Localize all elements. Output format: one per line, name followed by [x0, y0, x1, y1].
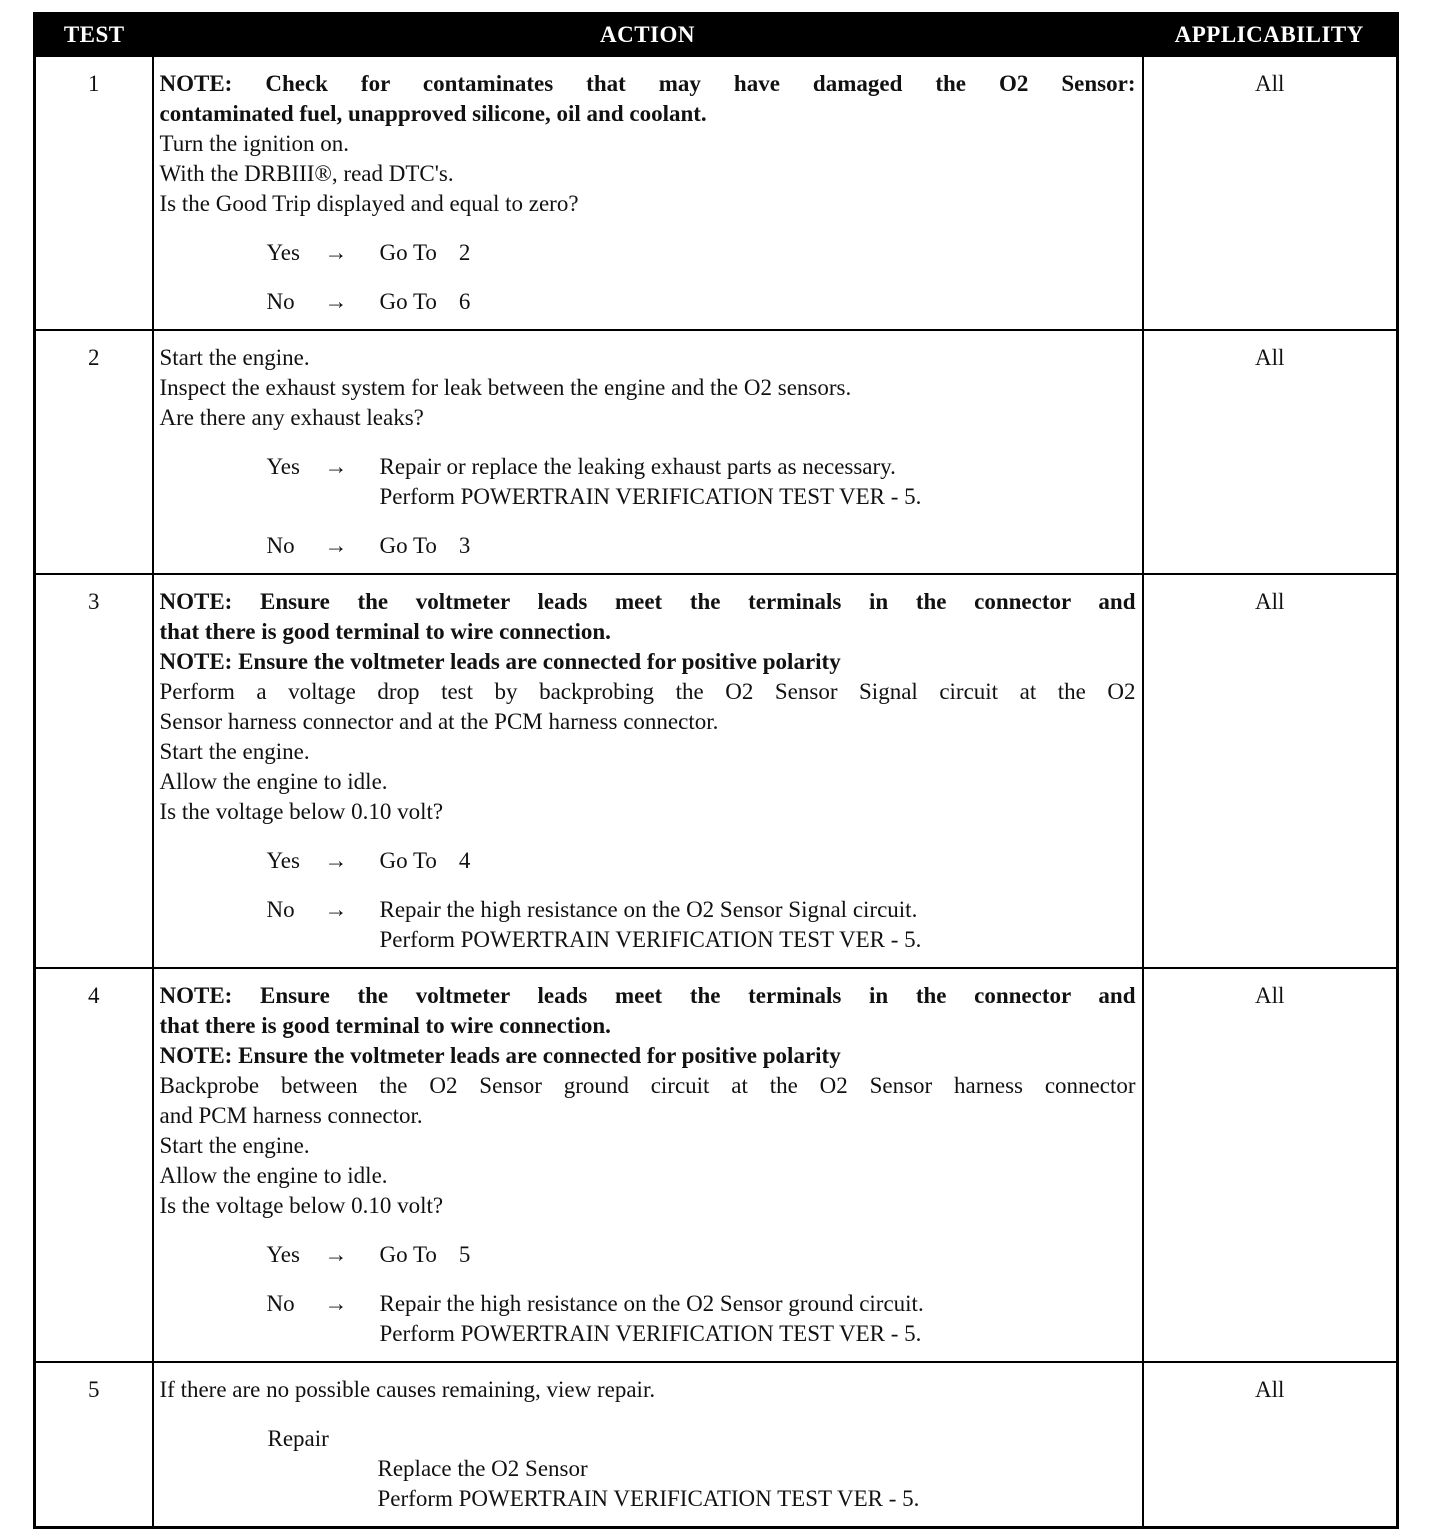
result-text: Perform POWERTRAIN VERIFICATION TEST VER - 5.: [379, 1321, 922, 1346]
goto-test-link[interactable]: 3: [458, 533, 471, 558]
header-action: ACTION: [153, 14, 1143, 57]
no-branch: [160, 895, 1136, 955]
table-row-test-4: [35, 968, 1398, 1362]
step-text: Inspect the exhaust system for leak between the engine and the O2 sensors.: [159, 375, 852, 400]
note-text: NOTE: Ensure the voltmeter leads meet the terminals in the connector and: [159, 983, 1136, 1008]
note-text: that there is good terminal to wire connection.: [159, 619, 611, 644]
no-branch: [160, 1289, 1136, 1349]
goto-test-link[interactable]: 5: [458, 1242, 471, 1267]
step-text: Turn the ignition on.: [159, 131, 350, 156]
note-text: NOTE: Ensure the voltmeter leads are connected for positive polarity: [159, 1043, 841, 1068]
table-header: [35, 14, 1398, 57]
header-test: TEST: [35, 14, 153, 57]
test-number: 4: [35, 968, 153, 1362]
test-number: 3: [35, 574, 153, 968]
applicability-cell: All: [1143, 330, 1398, 574]
table-row-test-3: [35, 574, 1398, 968]
repair-step: Perform POWERTRAIN VERIFICATION TEST VER - 5.: [377, 1486, 920, 1511]
note-text: NOTE: Ensure the voltmeter leads are connected for positive polarity: [159, 649, 841, 674]
test-number: 1: [35, 56, 153, 330]
step-text: Backprobe between the O2 Sensor ground circuit at the O2 Sensor harness connector: [159, 1073, 1136, 1098]
question-text: Is the Good Trip displayed and equal to zero?: [159, 191, 579, 216]
step-text: With the DRBIII®, read DTC's.: [159, 161, 454, 186]
result-text: Repair the high resistance on the O2 Sensor ground circuit.: [379, 1291, 924, 1316]
applicability-cell: All: [1143, 968, 1398, 1362]
no-label: No: [266, 897, 295, 922]
result-text: Repair the high resistance on the O2 Sensor Signal circuit.: [379, 897, 918, 922]
repair-block: [160, 1424, 1136, 1514]
yes-branch: [160, 1240, 1136, 1270]
note-text: that there is good terminal to wire connection.: [159, 1013, 611, 1038]
applicability-cell: All: [1143, 56, 1398, 330]
step-text: Start the engine.: [159, 345, 310, 370]
no-label: No: [266, 289, 295, 314]
step-text: Allow the engine to idle.: [159, 769, 388, 794]
table-row-test-5: [35, 1362, 1398, 1528]
question-text: Is the voltage below 0.10 volt?: [159, 799, 444, 824]
no-branch: [160, 531, 1136, 561]
applicability-cell: All: [1143, 574, 1398, 968]
diagnostic-test-table: [33, 12, 1399, 1529]
result-text: Repair or replace the leaking exhaust parts as necessary.: [379, 454, 896, 479]
yes-branch: [160, 238, 1136, 268]
goto-label: Go To: [379, 533, 437, 558]
step-text: Allow the engine to idle.: [159, 1163, 388, 1188]
action-cell: [153, 330, 1143, 574]
repair-label: Repair: [267, 1426, 329, 1451]
arrow-icon: →: [324, 1291, 348, 1316]
arrow-icon: →: [324, 240, 348, 265]
no-branch: [160, 287, 1136, 317]
goto-test-link[interactable]: 6: [458, 289, 471, 314]
yes-label: Yes: [266, 454, 300, 479]
step-text: Start the engine.: [159, 739, 310, 764]
question-text: Is the voltage below 0.10 volt?: [159, 1193, 444, 1218]
yes-label: Yes: [266, 1242, 300, 1267]
table-row-test-1: [35, 56, 1398, 330]
note-text: NOTE: Ensure the voltmeter leads meet the terminals in the connector and: [159, 589, 1136, 614]
note-text: contaminated fuel, unapproved silicone, oil and coolant.: [159, 101, 707, 126]
note-text: NOTE: Check for contaminates that may have damaged the O2 Sensor:: [159, 71, 1136, 96]
test-number: 5: [35, 1362, 153, 1528]
yes-label: Yes: [266, 848, 300, 873]
yes-label: Yes: [266, 240, 300, 265]
goto-label: Go To: [379, 1242, 437, 1267]
step-text: Start the engine.: [159, 1133, 310, 1158]
arrow-icon: →: [324, 454, 348, 479]
arrow-icon: →: [324, 897, 348, 922]
action-cell: [153, 56, 1143, 330]
arrow-icon: →: [324, 848, 348, 873]
arrow-icon: →: [324, 289, 348, 314]
yes-branch: [160, 846, 1136, 876]
step-text: If there are no possible causes remaining, view repair.: [159, 1377, 656, 1402]
repair-step: Replace the O2 Sensor: [377, 1456, 588, 1481]
applicability-cell: All: [1143, 1362, 1398, 1528]
diagnostic-test-table-page: [33, 12, 1399, 1529]
goto-test-link[interactable]: 2: [458, 240, 471, 265]
goto-label: Go To: [379, 289, 437, 314]
action-cell: [153, 968, 1143, 1362]
table-row-test-2: [35, 330, 1398, 574]
yes-branch: [160, 452, 1136, 512]
step-text: Perform a voltage drop test by backprobing the O2 Sensor Signal circuit at the O2: [159, 679, 1136, 704]
step-text: Sensor harness connector and at the PCM harness connector.: [159, 709, 719, 734]
arrow-icon: →: [324, 533, 348, 558]
step-text: and PCM harness connector.: [159, 1103, 423, 1128]
arrow-icon: →: [324, 1242, 348, 1267]
result-text: Perform POWERTRAIN VERIFICATION TEST VER - 5.: [379, 484, 922, 509]
goto-label: Go To: [379, 240, 437, 265]
goto-test-link[interactable]: 4: [458, 848, 471, 873]
question-text: Are there any exhaust leaks?: [159, 405, 424, 430]
action-cell: [153, 574, 1143, 968]
test-number: 2: [35, 330, 153, 574]
action-cell: [153, 1362, 1143, 1528]
goto-label: Go To: [379, 848, 437, 873]
no-label: No: [266, 533, 295, 558]
no-label: No: [266, 1291, 295, 1316]
result-text: Perform POWERTRAIN VERIFICATION TEST VER - 5.: [379, 927, 922, 952]
header-applicability: APPLICABILITY: [1143, 14, 1398, 57]
